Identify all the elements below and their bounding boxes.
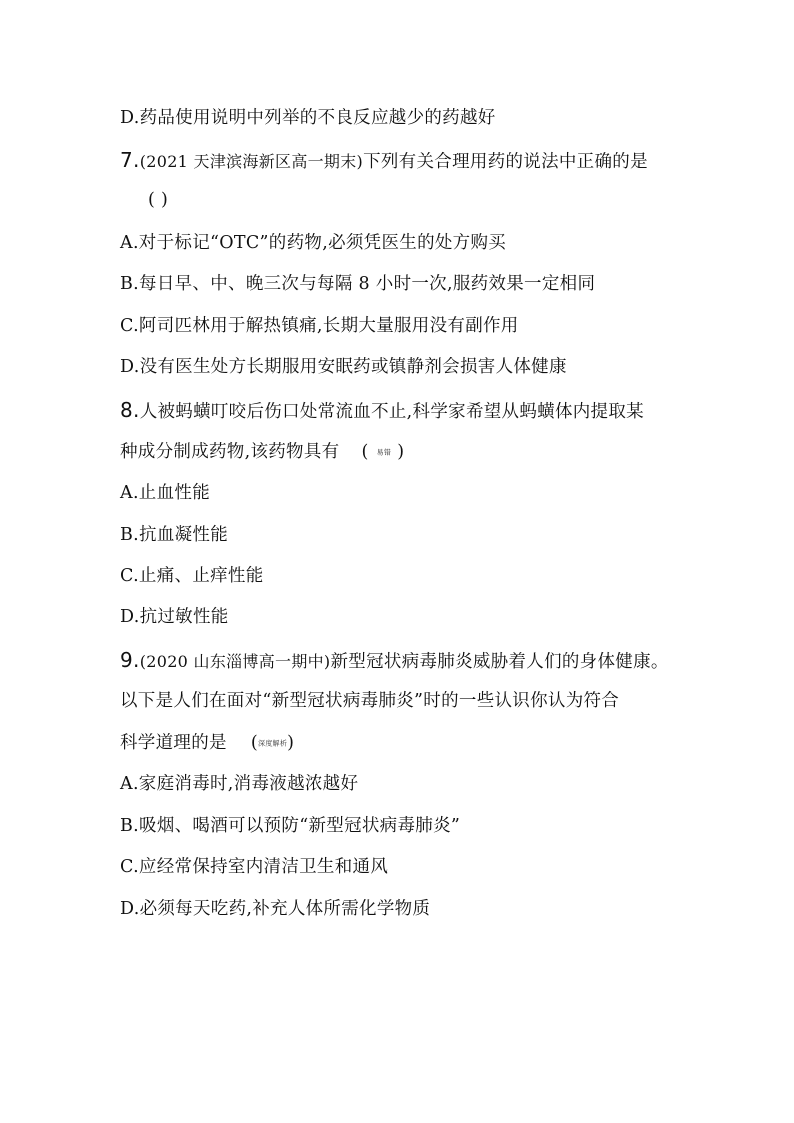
q9-number: 9. <box>120 648 140 672</box>
q8-blank-open: ( <box>361 442 369 462</box>
q9-stem-line3 <box>120 731 294 756</box>
q6-option-d: D.药品使用说明中列举的不良反应越少的药越好 <box>120 108 496 128</box>
q9-option-c: C.应经常保持室内清洁卫生和通风 <box>120 857 389 877</box>
q8-option-b: B.抗血凝性能 <box>120 525 229 545</box>
q9-blank-open: ( <box>250 733 258 753</box>
q8-option-c: C.止痛、止痒性能 <box>120 566 264 586</box>
q7-option-c: C.阿司匹林用于解热镇痛,长期大量服用没有副作用 <box>120 316 519 336</box>
q8-blank-close: ) <box>397 442 405 462</box>
q7-source: (2021 天津滨海新区高一期末) <box>139 152 364 171</box>
q9-stem-3: 科学道理的是 <box>120 733 227 753</box>
q8-number: 8. <box>120 398 140 422</box>
q8-stem-1: 人被蚂蟥叮咬后伤口处常流血不止,科学家希望从蚂蟥体内提取某 <box>139 402 644 422</box>
q8-tag: 易错 <box>376 448 392 457</box>
q7-stem: 下列有关合理用药的说法中正确的是 <box>363 152 648 172</box>
q9-source: (2020 山东淄博高一期中) <box>139 652 331 671</box>
q7-number: 7. <box>120 148 140 172</box>
q7-option-a: A.对于标记“OTC”的药物,必须凭医生的处方购买 <box>120 233 507 253</box>
q7-stem-line <box>120 148 648 174</box>
q7-option-b: B.每日早、中、晚三次与每隔 8 小时一次,服药效果一定相同 <box>120 274 596 294</box>
q9-stem-line1 <box>120 648 669 674</box>
q8-option-d: D.抗过敏性能 <box>120 607 229 627</box>
q9-option-b: B.吸烟、喝酒可以预防“新型冠状病毒肺炎” <box>120 816 461 836</box>
q9-stem-1: 新型冠状病毒肺炎威胁着人们的身体健康。 <box>330 652 669 672</box>
q9-tag: 深度解析 <box>257 739 288 748</box>
q9-blank-close: ) <box>287 733 295 753</box>
q9-stem-line2: 以下是人们在面对“新型冠状病毒肺炎”时的一些认识你认为符合 <box>120 691 620 711</box>
q9-option-d: D.必须每天吃药,补充人体所需化学物质 <box>120 899 431 919</box>
q8-stem-line2 <box>120 440 404 465</box>
q8-stem-line1 <box>120 398 644 424</box>
q8-stem-2: 种成分制成药物,该药物具有 <box>120 442 340 462</box>
q7-answer-blank: ( ) <box>148 190 169 210</box>
q9-option-a: A.家庭消毒时,消毒液越浓越好 <box>120 774 359 794</box>
q7-option-d: D.没有医生处方长期服用安眠药或镇静剂会损害人体健康 <box>120 357 567 377</box>
q8-option-a: A.止血性能 <box>120 483 211 503</box>
